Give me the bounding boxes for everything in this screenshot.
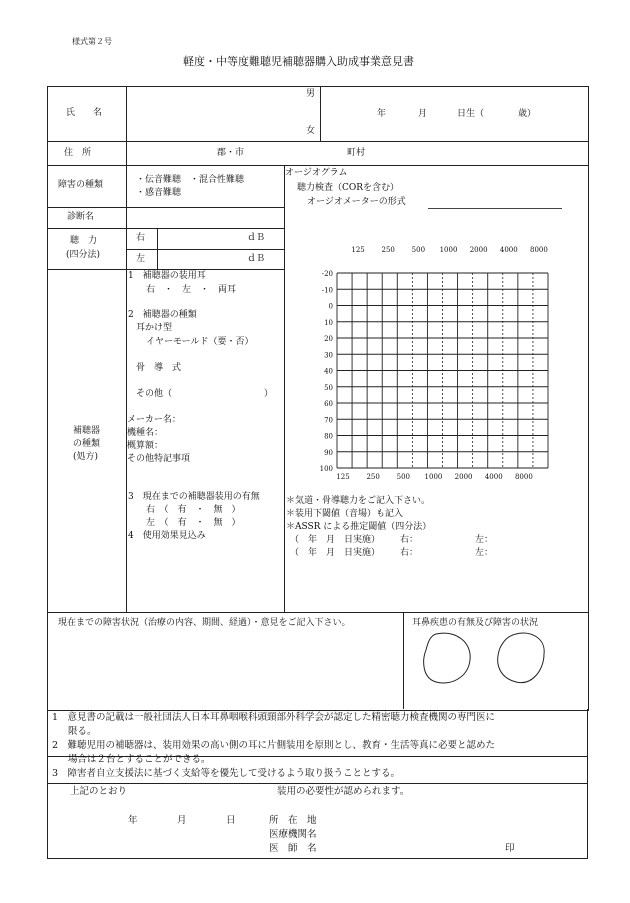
model-label[interactable]: 機種名： bbox=[127, 428, 164, 438]
footnote-1a: 1 意見書の記載は一般社団法人日本耳鼻咽喉科頭頸部外科学会が認定した精密聴力検査機関の専門医に bbox=[52, 712, 496, 723]
form-number: 様式第２号 bbox=[72, 37, 112, 46]
note-assr: ＊ASSR による推定閾値（四分法） bbox=[286, 522, 432, 532]
sign-day[interactable]: 日 bbox=[226, 815, 236, 826]
diagnosis-label: 診断名 bbox=[67, 212, 95, 222]
aid-type-label-1: 補聴器 bbox=[73, 426, 101, 436]
audiometer-type-label: オージオメーターの形式 bbox=[307, 197, 406, 207]
hearing-method-label: (四分法) bbox=[66, 250, 101, 260]
aid-kind-heading: 2 補聴器の種類 bbox=[128, 310, 197, 320]
sex-male[interactable]: 男 bbox=[306, 89, 316, 99]
freq-tick-label-top: 500 bbox=[411, 246, 426, 254]
birth-year-label: 年 bbox=[377, 109, 387, 119]
aid-bone-conduction[interactable]: 骨 導 式 bbox=[136, 363, 182, 373]
aid-other[interactable]: その他（ bbox=[136, 389, 173, 399]
county-city: 郡・市 bbox=[217, 148, 245, 158]
birth-day-label: 日生（ bbox=[457, 109, 485, 119]
db-tick-label: 10 bbox=[324, 318, 333, 327]
aid-history-right[interactable]: 右 （ 有 ・ 無 ） bbox=[146, 505, 241, 515]
note-air-bone: ＊気道・骨導聴力をご記入下さい。 bbox=[286, 496, 431, 506]
aid-ear-options[interactable]: 右 ・ 左 ・ 両耳 bbox=[146, 285, 237, 295]
sign-address-label[interactable]: 所 在 地 bbox=[269, 815, 317, 826]
db-tick-label: 80 bbox=[324, 432, 333, 441]
freq-tick-label-top: 125 bbox=[351, 246, 365, 254]
price-label[interactable]: 概算額： bbox=[127, 441, 164, 451]
freq-tick-label-bottom: 500 bbox=[396, 473, 411, 481]
hearing-right-unit: ｄＢ bbox=[247, 233, 266, 243]
db-tick-label: 60 bbox=[324, 400, 333, 408]
aid-earhook[interactable]: 耳かけ型 bbox=[136, 323, 173, 333]
disability-label: 障害の種類 bbox=[58, 180, 104, 190]
footnote-1b: 限る。 bbox=[68, 726, 97, 737]
seal-mark: 印 bbox=[505, 843, 515, 854]
sign-intro: 上記のとおり bbox=[70, 786, 128, 797]
freq-tick-label-bottom: 125 bbox=[336, 473, 350, 481]
left-ear-outline bbox=[498, 633, 544, 683]
freq-tick-label-top: 4000 bbox=[499, 246, 518, 254]
audiogram-test: 聴力検査（CORを含む） bbox=[297, 183, 400, 193]
audiogram-heading: オージオグラム bbox=[285, 168, 348, 178]
sign-month[interactable]: 月 bbox=[177, 815, 187, 826]
hearing-left-label: 左 bbox=[136, 254, 146, 264]
aid-history-left[interactable]: 左 （ 有 ・ 無 ） bbox=[146, 518, 241, 528]
db-tick-label: 90 bbox=[324, 448, 333, 457]
sign-year[interactable]: 年 bbox=[128, 815, 138, 826]
db-tick-label: -10 bbox=[321, 286, 333, 295]
sign-institution-label[interactable]: 医療機関名 bbox=[269, 829, 317, 840]
name-label: 氏 名 bbox=[66, 108, 103, 118]
address-label: 住 所 bbox=[64, 148, 92, 158]
freq-tick-label-top: 8000 bbox=[530, 246, 548, 254]
hearing-label: 聴 力 bbox=[70, 236, 98, 246]
sign-doctor-label[interactable]: 医 師 名 bbox=[269, 843, 317, 854]
disability-option-2[interactable]: ・感音難聴 bbox=[136, 188, 182, 198]
note-left-2[interactable]: 左： bbox=[475, 548, 494, 558]
freq-tick-label-bottom: 4000 bbox=[484, 473, 503, 481]
birth-month-label: 月 bbox=[418, 109, 428, 119]
page-title: 軽度・中等度難聴児補聴器購入助成事業意見書 bbox=[183, 55, 414, 68]
town-village: 町村 bbox=[347, 148, 366, 158]
db-tick-label: 30 bbox=[324, 351, 333, 360]
aid-type-label-2: の種類 bbox=[73, 439, 101, 449]
freq-tick-label-bottom: 8000 bbox=[514, 473, 533, 481]
right-ear-outline bbox=[424, 633, 470, 683]
db-tick-label: 100 bbox=[319, 465, 333, 473]
freq-tick-label-bottom: 250 bbox=[366, 473, 380, 481]
age-label: 歳） bbox=[518, 109, 537, 119]
db-tick-label: 40 bbox=[324, 367, 333, 376]
db-tick-label: 70 bbox=[324, 416, 333, 425]
aid-type-label-3: (処方) bbox=[73, 452, 99, 462]
note-right-2[interactable]: 右： bbox=[400, 548, 419, 558]
footnote-3: 3 障害者自立支援法に基づく支給等を優先して受けるよう取り扱うこととする。 bbox=[52, 768, 401, 779]
db-tick-label: 20 bbox=[324, 335, 333, 343]
sex-female[interactable]: 女 bbox=[306, 126, 316, 136]
freq-tick-label-bottom: 2000 bbox=[454, 473, 473, 481]
freq-tick-label-bottom: 1000 bbox=[424, 473, 443, 481]
ear-status-label[interactable]: 耳鼻疾患の有無及び障害の状況 bbox=[412, 618, 539, 628]
freq-tick-label-top: 1000 bbox=[439, 246, 458, 254]
maker-label[interactable]: メーカー名： bbox=[127, 415, 181, 425]
disability-option-1[interactable]: ・伝音難聴 ・混合性難聴 bbox=[136, 175, 245, 185]
aid-other-close: ） bbox=[264, 389, 274, 399]
name-field[interactable] bbox=[128, 88, 303, 139]
aid-ear-heading: 1 補聴器の装用耳 bbox=[128, 271, 206, 281]
sign-necessary: 装用の必要性が認められます。 bbox=[277, 786, 410, 797]
audiogram-chart[interactable] bbox=[300, 240, 570, 490]
hearing-right-label: 右 bbox=[136, 233, 146, 243]
aid-history-heading: 3 現在までの補聴器装用の有無 bbox=[128, 492, 260, 502]
note-date-2[interactable]: （ 年 月 日実施） bbox=[290, 548, 381, 558]
db-tick-label: -20 bbox=[321, 270, 333, 278]
db-tick-label: 50 bbox=[324, 383, 333, 392]
note-right-1[interactable]: 右： bbox=[400, 535, 419, 545]
note-aided-threshold: ＊装用下閾値（音場）も記入 bbox=[286, 509, 404, 519]
footnote-2a: 2 難聴児用の補聴器は、装用効果の高い側の耳に片側装用を原則とし、教育・生活等真に必要と認めた bbox=[52, 740, 496, 751]
footnote-2b: 場合は２台とすることができる。 bbox=[68, 754, 211, 765]
note-date-1[interactable]: （ 年 月 日実施） bbox=[290, 535, 381, 545]
freq-tick-label-top: 2000 bbox=[469, 246, 488, 254]
history-label[interactable]: 現在までの障害状況（治療の内容、期間、経過）・意見をご記入下さい。 bbox=[58, 618, 351, 628]
db-tick-label: 0 bbox=[328, 302, 333, 311]
aid-effect-heading: 4 使用効果見込み bbox=[128, 531, 206, 541]
note-left-1[interactable]: 左： bbox=[475, 535, 494, 545]
notes-label[interactable]: その他特記事項 bbox=[127, 454, 191, 464]
ear-diagrams bbox=[420, 630, 580, 690]
hearing-left-unit: ｄＢ bbox=[247, 254, 266, 264]
freq-tick-label-top: 250 bbox=[381, 246, 395, 254]
aid-earmold[interactable]: イヤーモールド（要・否） bbox=[146, 337, 254, 347]
